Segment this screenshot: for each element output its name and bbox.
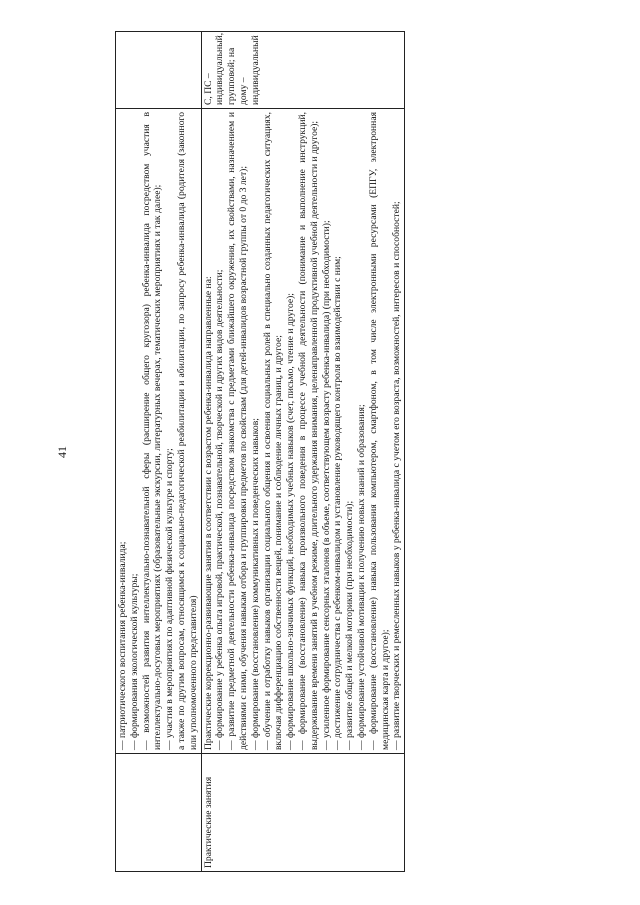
list-item: — достижение сотрудничества с ребенком-инвалидом и установление руководящего контроля во взаимодействии с ним;: [332, 256, 344, 750]
list-item: — развитие предметной деятельности ребенка-инвалида посредством знакомства с предметами ближайшего окружения, их свойствами, назначением и действиями с ними, обучения навыкам отбора и группировки предметов по свойствам (для детей-инвалидов возрастной группы от 0 до 3 лет);: [226, 112, 249, 750]
list-item: — формирование (восстановление) коммуникативных и поведенческих навыков;: [249, 418, 261, 750]
list-item: — формирование (восстановление) навыка пользования компьютером, смартфоном, в том числе электронными ресурсами (ЕПГУ, электронная медицинская карта и другое);: [367, 112, 391, 750]
list-item: а также по другим вопросам, относящимся к социально-педагогической реабилитации и абилитации, по запросу ребенка-инвалида (родителя (законного или уполномоченного представителя): [175, 112, 199, 750]
page-number: 41: [55, 446, 69, 458]
rotated-sheet: [55, 32, 585, 872]
list-item: — формирование у ребенка опыта игровой, практической, познавательной, творческой и других видов деятельности;: [214, 269, 226, 750]
row-content-cell: [116, 109, 202, 754]
row-form-cell: С, ПС – индивидуальный, групповой; на дому – индивидуальный: [201, 32, 405, 109]
list-item: — усиленное формирование сенсорных эталонов (в объеме, соответствующем возрасту ребенка-инвалида) (при необходимости);: [320, 220, 332, 750]
list-item: — развитие общей и мелкой моторики (при необходимости);: [344, 500, 356, 750]
list-item: — формирование устойчивой мотивации к получению новых знаний и образования;: [355, 404, 367, 750]
list-item: — обучение и отработку навыков организации социального общения и освоения социальных ролей в специально созданных педагогических ситуациях, включая дифференциацию собственности вещей, понимание и соблюдение личных границ, и другое;: [261, 112, 285, 750]
row-form-cell: [116, 32, 202, 109]
row-label-cell: Практические занятия: [201, 754, 405, 872]
list-item: — участия в мероприятиях по адаптивной физической культуре и спорту;: [164, 448, 176, 750]
list-item: — развитие творческих и ремесленных навыков у ребенка-инвалида с учетом его возраста, возможностей, интересов и способностей;: [391, 201, 403, 750]
table-row: [201, 32, 405, 872]
row-label-cell: [116, 754, 202, 872]
list-item: Практические коррекционно-развивающие занятия в соответствии с возрастом ребенка-инвалида направленные на:: [202, 276, 214, 750]
service-table: [115, 31, 405, 872]
table-row: [116, 32, 202, 872]
list-item: — возможностей развития интеллектуально-познавательной сферы (расширение общего кругозора) ребенка-инвалида посредством участия в интеллектуально-досуговых мероприятиях (образовательные экскурсии, литературных вечерах, тематических мероприятиях и так далее);: [140, 112, 164, 750]
list-item: — формирование (восстановление) навыка произвольного поведения в процессе учебной деятельности (понимание и выполнение инструкций, выдерживание времени занятий в учебном режиме, длительного удержания внимания, целенаправленной продуктивной учебной деятельности и другое);: [296, 112, 320, 750]
list-item: — формирование школьно-значимых функций, необходимых учебных навыков (счет, письмо, чтение и другое);: [285, 293, 297, 750]
row-content-cell: [201, 109, 405, 754]
list-item: — патриотического воспитания ребенка-инвалида;: [117, 541, 128, 750]
list-item: — формирования экологической культуры;: [128, 573, 140, 750]
